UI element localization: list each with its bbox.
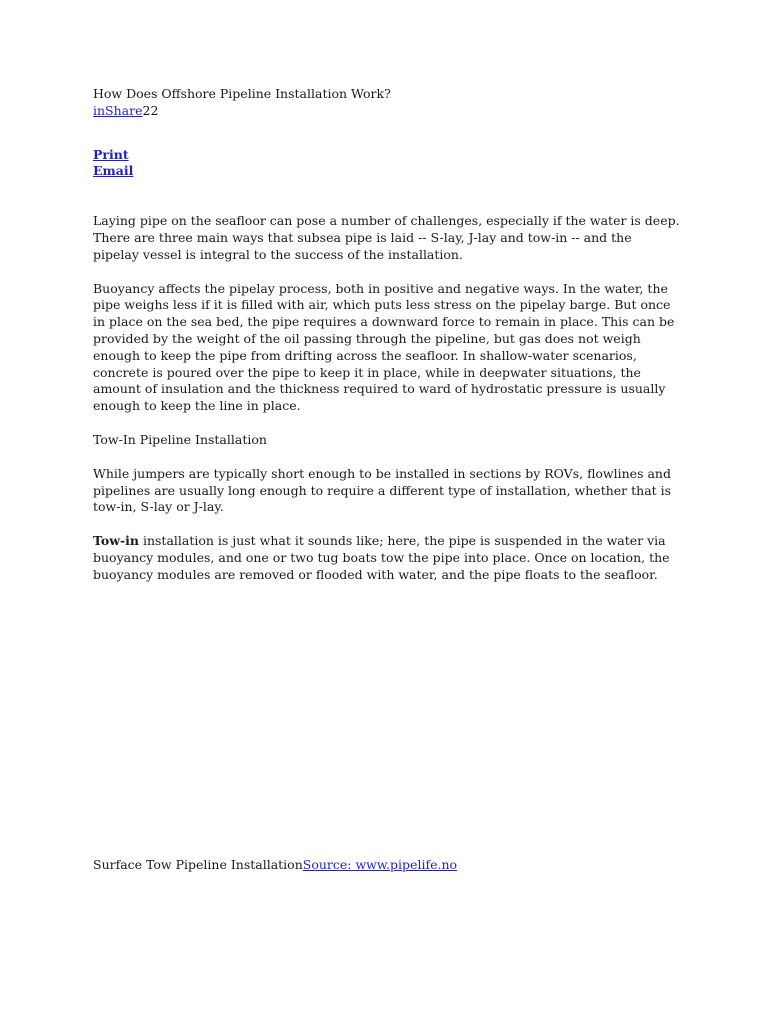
towin-paragraph — [93, 533, 681, 583]
share-count: 22 — [142, 102, 159, 118]
intro-paragraph: Laying pipe on the seafloor can pose a number of challenges, especially if the water is deep. There are three main ways that subsea pipe is laid -- S-lay, J-lay and tow-in -- and the pipelay vessel is integral to the success of the installation. — [93, 213, 680, 262]
towin-term: Tow-in — [93, 533, 139, 549]
jumpers-paragraph: While jumpers are typically short enough to be installed in sections by ROVs, flowlines and pipelines are usually long enough to require a different type of installation, whether that is tow-in, S-lay or J-lay. — [93, 465, 672, 515]
article — [93, 86, 681, 584]
source-link[interactable]: Source: www.pipelife.no — [302, 857, 458, 872]
towin-text: installation is just what it sounds like; here, the pipe is suspended in the water via buoyancy modules, and one or two tug boats tow the pipe into place. Once on location, the buoyancy modules are removed or flooded with water, and the pipe floats to the seafloor. — [93, 533, 670, 582]
figure-caption-text: Surface Tow Pipeline Installation — [93, 857, 303, 872]
print-link[interactable]: Print — [93, 146, 129, 162]
buoyancy-paragraph: Buoyancy affects the pipelay process, both in positive and negative ways. In the water, the pipe weighs less if it is filled with air, which puts less stress on the pipelay barge. But once in place on the sea bed, the pipe requires a downward force to remain in place. This can be provided by the weight of the oil passing through the pipeline, but gas does not weigh enough to keep the pipe from drifting across the seafloor. In shallow-water scenarios, concrete is poured over the pipe to keep it in place, while in deepwater situations, the amount of insulation and the thickness required to ward of hydrostatic pressure is usually enough to keep the line in place. — [93, 280, 675, 414]
inshare-link[interactable]: inShare — [93, 102, 143, 118]
article-title: How Does Offshore Pipeline Installation Work? — [93, 86, 391, 101]
section-subheading: Tow-In Pipeline Installation — [93, 431, 267, 447]
share-line — [93, 103, 681, 120]
figure-caption — [93, 857, 457, 874]
email-link[interactable]: Email — [93, 163, 134, 179]
article-actions — [93, 147, 681, 181]
